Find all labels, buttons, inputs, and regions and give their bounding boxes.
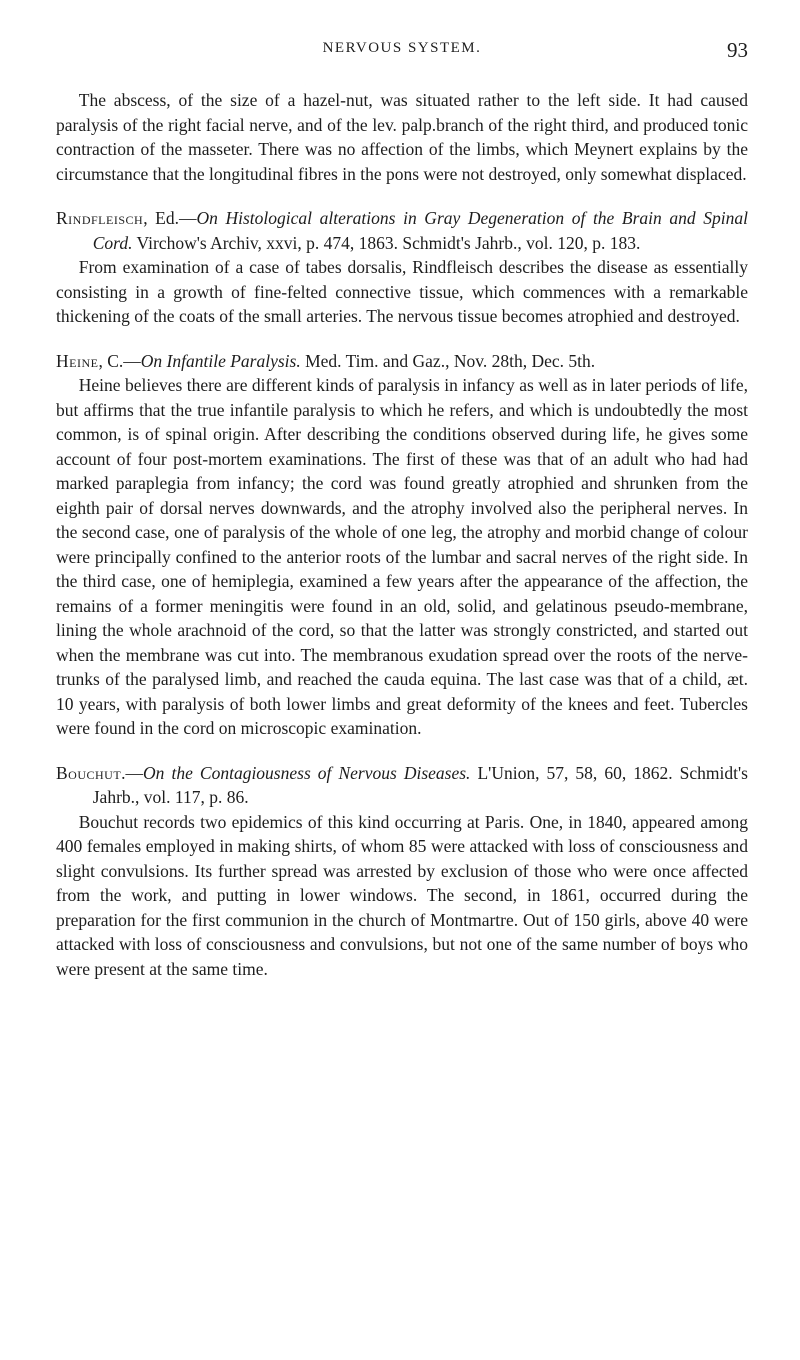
author-name: Bouchut	[56, 762, 122, 783]
running-head: NERVOUS SYSTEM.	[322, 40, 482, 56]
author-suffix: , C.—	[98, 350, 141, 371]
author-name: Heine	[56, 350, 99, 371]
author-suffix: .—	[121, 762, 144, 783]
citation-source: Med. Tim. and Gaz., Nov. 28th, Dec. 5th.	[300, 350, 596, 371]
citation	[56, 761, 748, 810]
entry-bouchut	[56, 761, 748, 982]
entry-body: From examination of a case of tabes dorsalis, Rindfleisch describes the disease as essentially consisting in a growth of fine-felted connective tissue, which commences with a remarkable thickening of the coats of the small arteries. The nervous tissue becomes atrophied and destroyed.	[56, 257, 748, 326]
entry-body: Bouchut records two epidemics of this kind occurring at Paris. One, in 1840, appeared among 400 females employed in making shirts, of whom 85 were attacked with loss of consciousness and slight convulsions. Its further spread was arrested by exclusion of those who were once affected from the work, and putting in lower windows. The second, in 1861, occurred during the preparation for the first communion in the church of Montmartre. Out of 150 girls, above 40 were attacked with loss of consciousness and convulsions, but not one of the same number of boys who were present at the same time.	[56, 811, 748, 979]
entry-rindfleisch	[56, 206, 748, 329]
article-title: On the Contagiousness of Nervous Diseases.	[143, 762, 471, 783]
citation	[56, 349, 748, 374]
intro-paragraph: The abscess, of the size of a hazel-nut, was situated rather to the left side. It had caused paralysis of the right facial nerve, and of the lev. palp.branch of the right third, and produced tonic contraction of the masseter. There was no affection of the limbs, which Meynert explains by the circumstance that the longitudinal fibres in the pons were not destroyed, only somewhat displaced.	[56, 90, 748, 184]
article-title: On Histological alterations in Gray Degeneration of the Brain and Spinal Cord.	[92, 208, 748, 253]
citation-source: L'Union, 57, 58, 60, 1862. Schmidt's Jahrb., vol. 117, p. 86.	[92, 762, 748, 807]
entry-body: Heine believes there are different kinds of paralysis in infancy as well as in later periods of life, but affirms that the true infantile paralysis to which he refers, and which is undoubtedly the most common, is of spinal origin. After describing the conditions observed during life, he gives some account of four post-mortem examinations. The first of these was that of an adult who had had marked paraplegia from infancy; the cord was found greatly atrophied and shrunken from the eighth pair of dorsal nerves downwards, and the atrophy involved also the peripheral nerves. In the second case, one of paralysis of the whole of one leg, the atrophy and morbid change of colour were principally confined to the anterior roots of the lumbar and sacral nerves of the right side. In the third case, one of hemiplegia, examined a few years after the appearance of the affection, the remains of a former meningitis were found in an old, solid, and gelatinous pseudo-membrane, lining the whole arachnoid of the cord, so that the latter was strongly constricted, and started out when the membrane was cut into. The membranous exudation spread over the roots of the nerve-trunks of the paralysed limb, and reached the cauda equina. The last case was that of a child, æt. 10 years, with paralysis of both lower limbs and great deformity of the knees and feet. Tubercles were found in the cord on microscopic examination.	[56, 375, 748, 738]
author-name: Rindfleisch	[56, 208, 144, 228]
citation-source: Virchow's Archiv, xxvi, p. 474, 1863. Schmidt's Jahrb., vol. 120, p. 183.	[132, 232, 641, 253]
page-header	[56, 40, 748, 88]
author-suffix: , Ed.—	[143, 208, 197, 228]
citation	[56, 206, 748, 255]
entry-heine	[56, 349, 748, 741]
article-title: On Infantile Paralysis.	[140, 350, 301, 371]
page-number: 93	[727, 38, 748, 62]
